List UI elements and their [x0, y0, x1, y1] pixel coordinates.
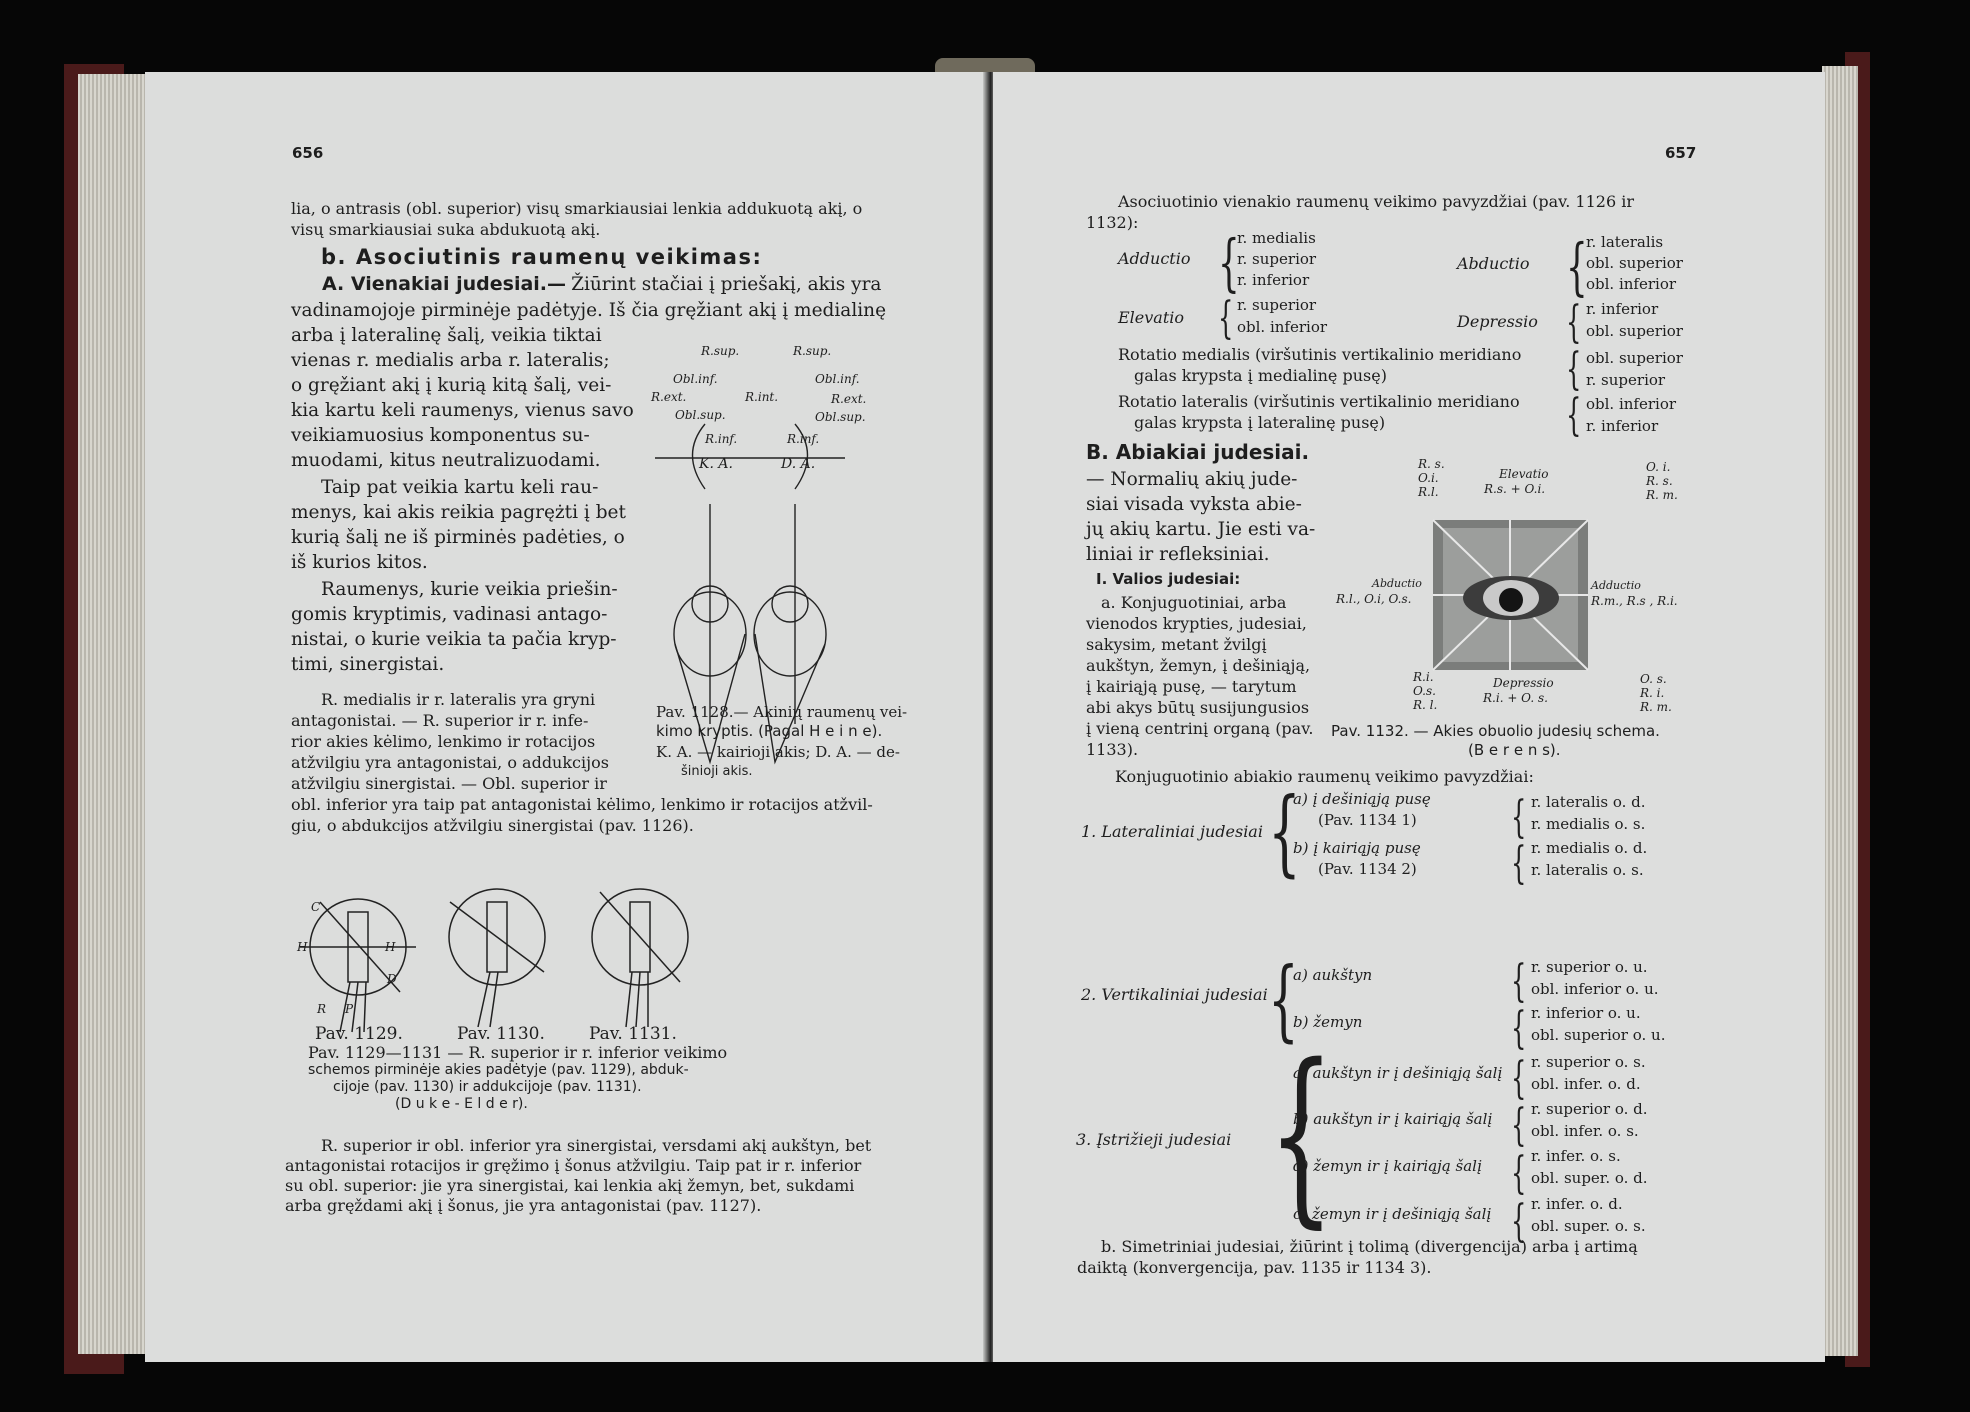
- heading-a: A. Vienakiai judesiai.—: [322, 273, 567, 295]
- small-line: a. Konjuguotiniai, arba: [1101, 593, 1287, 612]
- muscle: obl. infer. o. d.: [1531, 1075, 1641, 1093]
- muscle: obl. superior o. u.: [1531, 1026, 1666, 1044]
- small-line: sakysim, metant žvilgį: [1086, 635, 1267, 654]
- movement: a) aukštyn ir į dešiniąją šalį: [1293, 1064, 1503, 1082]
- rotation-line: Rotatio medialis (viršutinis vertikalinio meridiano: [1118, 345, 1522, 364]
- muscle: r. superior o. s.: [1531, 1053, 1646, 1071]
- figure-caption: Pav. 1129—1131 — R. superior ir r. inferior veikimo: [308, 1043, 728, 1062]
- muscle: r. inferior: [1586, 417, 1659, 435]
- intro-line: visų smarkiausiai suka abdukuotą akį.: [291, 220, 601, 239]
- body-line: o gręžiant akį į kurią kitą šalį, vei-: [291, 375, 612, 396]
- brace: {: [1511, 1100, 1527, 1151]
- fig-label: R.i.: [1413, 670, 1434, 684]
- muscle: r. superior: [1237, 296, 1317, 314]
- small-line: abi akys būtų susijungusios: [1086, 698, 1310, 717]
- figure-label: Pav. 1130.: [457, 1024, 545, 1044]
- movement: b) žemyn: [1293, 1013, 1363, 1031]
- small-line: atžvilgiu sinergistai. — Obl. superior ir: [291, 774, 607, 793]
- fig-letter: D: [387, 972, 397, 986]
- muscle: r. medialis o. d.: [1531, 839, 1648, 857]
- brace: {: [1268, 1024, 1335, 1245]
- fig-label: Depressio: [1493, 676, 1554, 690]
- fig-letter: H: [385, 940, 396, 954]
- brace: {: [1218, 293, 1234, 344]
- fig-label: O.i.: [1418, 471, 1439, 485]
- fig-label: O. i.: [1646, 460, 1671, 474]
- page-number: 656: [292, 144, 324, 162]
- muscle: r. superior o. d.: [1531, 1100, 1648, 1118]
- page-edges-right: [1822, 66, 1858, 1356]
- brace: {: [1218, 226, 1240, 299]
- body-line: Taip pat veikia kartu keli rau-: [321, 477, 599, 498]
- left-page: [145, 72, 990, 1362]
- body-line: veikiamuosius komponentus su-: [291, 425, 590, 446]
- small-line: rior akies kėlimo, lenkimo ir rotacijos: [291, 732, 596, 751]
- brace: {: [1566, 390, 1582, 441]
- brace: {: [1511, 1196, 1527, 1247]
- figure-label: Pav. 1131.: [589, 1024, 677, 1044]
- fig-label: R.sup.: [793, 344, 832, 358]
- muscle: obl. superior: [1586, 322, 1683, 340]
- brace: {: [1566, 344, 1582, 395]
- intro-line: 1132):: [1086, 213, 1139, 232]
- fig-label: Adductio: [1591, 579, 1641, 592]
- fig-label: Obl.sup.: [675, 408, 726, 422]
- rotation-line: Rotatio lateralis (viršutinis vertikalinio meridiano: [1118, 392, 1520, 411]
- right-page: [993, 72, 1825, 1362]
- intro-line: lia, o antrasis (obl. superior) visų smarkiausiai lenkia addukuotą akį, o: [291, 199, 863, 218]
- fig-letter: H: [297, 940, 308, 954]
- body-line: vienas r. medialis arba r. lateralis;: [291, 350, 610, 371]
- muscle: r. inferior o. u.: [1531, 1004, 1641, 1022]
- fig-label: R. s.: [1418, 457, 1445, 471]
- muscle: obl. inferior: [1586, 395, 1677, 413]
- brace: {: [1268, 778, 1301, 887]
- muscle: obl. super. o. d.: [1531, 1169, 1648, 1187]
- bottom-line: R. superior ir obl. inferior yra sinergistai, versdami akį aukštyn, bet: [321, 1136, 872, 1155]
- movement: c) žemyn ir į dešiniąją šalį: [1293, 1205, 1492, 1223]
- body-line: muodami, kitus neutralizuodami.: [291, 450, 601, 471]
- muscle: r. medialis o. s.: [1531, 815, 1646, 833]
- brace: {: [1511, 838, 1527, 889]
- fig-label: R.l., O.i, O.s.: [1336, 592, 1412, 606]
- page-number: 657: [1665, 144, 1697, 162]
- body-line: liniai ir refleksiniai.: [1086, 544, 1270, 565]
- section-heading: B. Abiakiai judesiai.: [1086, 440, 1310, 464]
- muscle: obl. superior: [1586, 254, 1683, 272]
- movement-ref: (Pav. 1134 1): [1318, 811, 1417, 829]
- fig-letter: P: [345, 1002, 354, 1016]
- body-line: Raumenys, kurie veikia priešin-: [321, 579, 618, 600]
- group-label: 3. Įstrižieji judesiai: [1076, 1130, 1232, 1149]
- fig-label: Obl.inf.: [673, 372, 718, 386]
- bottom-line: arba gręždami akį į šonus, jie yra antagonistai (pav. 1127).: [285, 1196, 762, 1215]
- figure-caption: K. A. — kairioji akis; D. A. — de-: [656, 743, 900, 761]
- body-line: iš kurios kitos.: [291, 552, 428, 573]
- movement-ref: (Pav. 1134 2): [1318, 860, 1417, 878]
- fig-label: O.s.: [1413, 684, 1436, 698]
- muscle: r. infer. o. d.: [1531, 1195, 1623, 1213]
- fig-label: Elevatio: [1499, 467, 1549, 481]
- muscle: r. lateralis o. s.: [1531, 861, 1644, 879]
- figure-caption: cijoje (pav. 1130) ir addukcijoje (pav. 1131).: [333, 1079, 642, 1095]
- movement: b) aukštyn ir į kairiąją šalį: [1293, 1110, 1493, 1128]
- figure-caption: Pav. 1128.— Akinių raumenų vei-: [656, 703, 908, 721]
- rotation-line: galas krypsta į medialinę pusę): [1134, 366, 1387, 385]
- muscle: r. superior: [1586, 371, 1666, 389]
- small-line: R. medialis ir r. lateralis yra gryni: [321, 690, 596, 709]
- section-heading: b. Asociutinis raumenų veikimas:: [321, 245, 763, 269]
- small-line: 1133).: [1086, 740, 1139, 759]
- fig-label: R.l.: [1418, 485, 1439, 499]
- small-line: atžvilgiu yra antagonistai, o addukcijos: [291, 753, 609, 772]
- muscle: obl. inferior o. u.: [1531, 980, 1659, 998]
- fig-label: R.sup.: [701, 344, 740, 358]
- body-line: — Normalių akių jude-: [1086, 469, 1298, 490]
- bottom-line: antagonistai rotacijos ir gręžimo į šonus atžvilgiu. Taip pat ir r. inferior: [285, 1156, 862, 1175]
- group-label: 1. Lateraliniai judesiai: [1081, 822, 1263, 841]
- fig-label: Obl.inf.: [815, 372, 860, 386]
- body-line: jų akių kartu. Jie esti va-: [1086, 519, 1316, 540]
- fig-letter: C: [311, 900, 321, 914]
- fig-label: R. l.: [1413, 698, 1438, 712]
- fig-label: R. m.: [1640, 700, 1672, 714]
- movement: d) žemyn ir į kairiąją šalį: [1293, 1157, 1482, 1175]
- body-line: timi, sinergistai.: [291, 654, 445, 675]
- figure-caption: kimo kryptis. (Pagal H e i n e).: [656, 722, 883, 740]
- body-line: siai visada vyksta abie-: [1086, 494, 1302, 515]
- fig-letter: R: [317, 1002, 327, 1016]
- brace: {: [1511, 1003, 1527, 1054]
- small-line: aukštyn, žemyn, į dešiniąją,: [1086, 656, 1311, 675]
- heading-a-rest: Žiūrint stačiai į priešakį, akis yra: [571, 274, 882, 295]
- term: Adductio: [1118, 249, 1191, 268]
- bottom-line: daiktą (konvergencija, pav. 1135 ir 1134 3).: [1077, 1258, 1432, 1277]
- figure-label: Pav. 1129.: [315, 1024, 403, 1044]
- muscle: obl. inferior: [1237, 318, 1328, 336]
- fig-label: O. s.: [1640, 672, 1667, 686]
- page-edges-left: [78, 74, 148, 1354]
- bottom-line: su obl. superior: jie yra sinergistai, kai lenkia akį žemyn, bet, sukdami: [285, 1176, 855, 1195]
- term: Elevatio: [1118, 308, 1185, 327]
- muscle: r. inferior: [1586, 300, 1659, 318]
- muscle: obl. inferior: [1586, 275, 1677, 293]
- fig-label: R.int.: [745, 390, 779, 404]
- body-line: arba į lateralinę šalį, veikia tiktai: [291, 325, 602, 346]
- body-line: kia kartu keli raumenys, vienus savo: [291, 400, 634, 421]
- small-line: vienodos krypties, judesiai,: [1086, 614, 1307, 633]
- muscle: r. infer. o. s.: [1531, 1147, 1621, 1165]
- body-line: nistai, o kurie veikia ta pačia kryp-: [291, 629, 617, 650]
- fig-label: R.inf.: [787, 432, 820, 446]
- movement: a) aukštyn: [1293, 966, 1373, 984]
- rotation-line: galas krypsta į lateralinę pusę): [1134, 413, 1386, 432]
- small-line: į vieną centrinį organą (pav.: [1086, 719, 1314, 738]
- body-line: menys, kai akis reikia pagrężti į bet: [291, 502, 626, 523]
- muscle: r. lateralis o. d.: [1531, 793, 1646, 811]
- small-line: obl. inferior yra taip pat antagonistai kėlimo, lenkimo ir rotacijos atžvil-: [291, 795, 873, 814]
- figure-caption: schemos pirminėje akies padėtyje (pav. 1129), abduk-: [308, 1062, 689, 1078]
- fig-label: R.ext.: [651, 390, 687, 404]
- small-line: giu, o abdukcijos atžvilgiu sinergistai (pav. 1126).: [291, 816, 694, 835]
- brace: {: [1511, 1053, 1527, 1104]
- muscle: r. superior: [1237, 250, 1317, 268]
- muscle: r. inferior: [1237, 271, 1310, 289]
- table-title: Konjuguotinio abiakio raumenų veikimo pavyzdžiai:: [1115, 767, 1534, 786]
- brace: {: [1511, 792, 1527, 843]
- fig-label: R.s. + O.i.: [1484, 482, 1546, 496]
- movement: b) į kairiąją pusę: [1293, 839, 1421, 857]
- body-line: kurią šalį ne iš pirminės padėties, o: [291, 527, 625, 548]
- intro-line: Asociuotinio vienakio raumenų veikimo pavyzdžiai (pav. 1126 ir: [1118, 192, 1634, 211]
- term: Abductio: [1457, 254, 1530, 273]
- fig-label: Obl.sup.: [815, 410, 866, 424]
- muscle: r. lateralis: [1586, 233, 1664, 251]
- subsection-heading: [322, 272, 881, 297]
- fig-label: R. m.: [1646, 488, 1678, 502]
- fig-label: D. A.: [781, 456, 816, 472]
- fig-label: R.inf.: [705, 432, 738, 446]
- body-line: gomis kryptimis, vadinasi antago-: [291, 604, 608, 625]
- figure-caption: (D u k e - E l d e r).: [395, 1096, 528, 1112]
- body-line: vadinamojoje pirminėje padėtyje. Iš čia gręžiant akį į medialinę: [291, 300, 887, 321]
- term: Depressio: [1457, 312, 1538, 331]
- brace: {: [1566, 297, 1582, 348]
- brace: {: [1511, 956, 1527, 1007]
- fig-label: R.m., R.s , R.i.: [1591, 594, 1678, 608]
- fig-label: R.ext.: [831, 392, 867, 406]
- muscle: obl. superior: [1586, 349, 1683, 367]
- muscle: obl. infer. o. s.: [1531, 1122, 1639, 1140]
- figure-caption: šinioji akis.: [681, 764, 753, 779]
- small-line: antagonistai. — R. superior ir r. infe-: [291, 711, 589, 730]
- movement: a) į dešiniąją pusę: [1293, 790, 1431, 808]
- fig-label: R. i.: [1640, 686, 1665, 700]
- subheading: I. Valios judesiai:: [1096, 570, 1241, 588]
- muscle: r. medialis: [1237, 229, 1316, 247]
- fig-label: K. A.: [699, 456, 733, 472]
- fig-label: Abductio: [1372, 577, 1422, 590]
- brace: {: [1268, 948, 1299, 1051]
- figure-caption: Pav. 1132. — Akies obuolio judesių schema.: [1331, 722, 1660, 740]
- muscle: r. superior o. u.: [1531, 958, 1648, 976]
- brace: {: [1566, 230, 1588, 303]
- figure-caption: (B e r e n s).: [1468, 741, 1561, 759]
- group-label: 2. Vertikaliniai judesiai: [1081, 985, 1268, 1004]
- bottom-line: b. Simetriniai judesiai, žiūrint į tolimą (divergencija) arba į artimą: [1101, 1237, 1638, 1256]
- fig-label: R.i. + O. s.: [1483, 691, 1548, 705]
- muscle: obl. super. o. s.: [1531, 1217, 1646, 1235]
- eye-movement-photo: [1433, 520, 1588, 670]
- small-line: į kairiąją pusę, — tarytum: [1086, 677, 1297, 696]
- brace: {: [1511, 1148, 1527, 1199]
- fig-label: R. s.: [1646, 474, 1673, 488]
